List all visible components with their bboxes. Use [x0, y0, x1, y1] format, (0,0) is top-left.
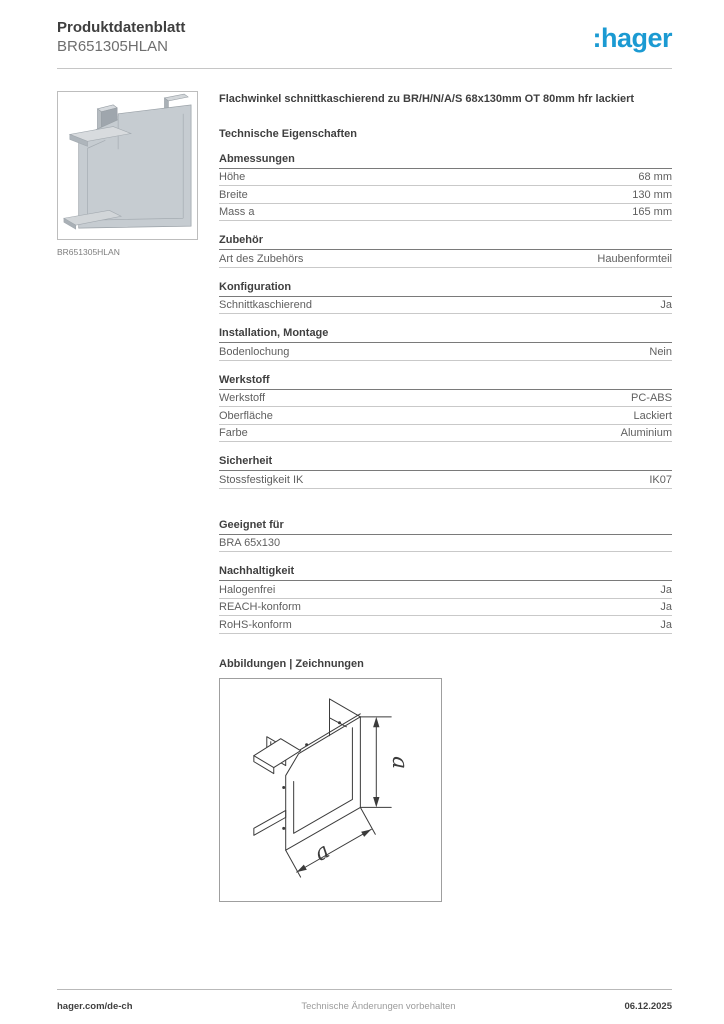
- spec-section: [219, 153, 672, 222]
- product-image-caption: BR651305HLAN: [57, 246, 120, 257]
- spec-section: [219, 519, 672, 553]
- spec-sections: [219, 153, 672, 634]
- header: [0, 0, 724, 57]
- spec-value: Ja: [660, 618, 672, 631]
- spec-row: [219, 186, 672, 204]
- product-image-column: [57, 91, 219, 902]
- spec-label: Breite: [219, 188, 248, 201]
- section-rows: [219, 535, 672, 553]
- spec-value: Ja: [660, 583, 672, 596]
- spec-value: Haubenformteil: [597, 252, 672, 265]
- spec-label: Halogenfrei: [219, 583, 276, 596]
- spec-value: Ja: [660, 601, 672, 613]
- section-heading: Sicherheit: [219, 455, 672, 471]
- technical-drawing-frame: [219, 678, 442, 902]
- section-rows: [219, 250, 672, 268]
- spec-section: [219, 455, 672, 489]
- doc-type-title: Produktdatenblatt: [57, 19, 186, 36]
- spec-row: [219, 616, 672, 634]
- spec-value: 165 mm: [632, 206, 672, 218]
- spec-section: [219, 234, 672, 268]
- footer-disclaimer: Technische Änderungen vorbehalten: [301, 1001, 456, 1012]
- section-rows: [219, 169, 672, 222]
- spec-row: [219, 390, 672, 408]
- spec-row: [219, 599, 672, 617]
- spec-value: Ja: [660, 299, 672, 311]
- spec-label: Werkstoff: [219, 392, 266, 404]
- header-titles: [57, 19, 185, 57]
- tech-properties-heading: Technische Eigenschaften: [219, 127, 357, 140]
- footer-date: 06.12.2025: [624, 1001, 672, 1012]
- spec-label: Farbe: [219, 427, 248, 439]
- spec-label: BRA 65x130: [219, 537, 281, 549]
- footer-website-link[interactable]: hager.com/de-ch: [57, 1001, 133, 1012]
- dimension-label-horizontal: a: [310, 837, 335, 867]
- spec-label: Stossfestigkeit IK: [219, 473, 304, 486]
- product-image-frame: [57, 91, 198, 240]
- section-heading: Konfiguration: [219, 281, 672, 297]
- section-heading: Zubehör: [219, 234, 672, 250]
- section-rows: [219, 297, 672, 315]
- spec-column: [219, 91, 672, 902]
- spec-row: [219, 343, 672, 361]
- spec-row: [219, 169, 672, 187]
- product-title: Flachwinkel schnittkaschierend zu BR/H/N/A/S 68x130mm OT 80mm hfr lackiert: [219, 92, 635, 105]
- section-heading: Installation, Montage: [219, 327, 672, 343]
- section-heading: Nachhaltigkeit: [219, 565, 672, 581]
- spec-row: [219, 297, 672, 315]
- section-heading: Abmessungen: [219, 153, 672, 169]
- spec-value: Nein: [649, 345, 672, 358]
- spec-section: [219, 374, 672, 443]
- spec-row: [219, 250, 672, 268]
- dimension-label-vertical: a: [387, 755, 413, 769]
- spec-label: Bodenlochung: [219, 345, 290, 358]
- spec-label: Oberfläche: [219, 409, 273, 422]
- drawings-heading: Abbildungen | Zeichnungen: [219, 657, 364, 670]
- section-rows: [219, 581, 672, 634]
- spec-section: [219, 327, 672, 361]
- spec-row: [219, 204, 672, 222]
- product-code: BR651305HLAN: [57, 37, 168, 55]
- spec-section: [219, 281, 672, 315]
- main-content: [0, 69, 724, 902]
- section-heading: Geeignet für: [219, 519, 672, 535]
- footer: [57, 989, 672, 1012]
- spec-value: Lackiert: [633, 409, 672, 422]
- spec-value: IK07: [649, 473, 672, 486]
- spec-value: 130 mm: [632, 188, 672, 201]
- spec-value: PC-ABS: [631, 392, 672, 404]
- spec-label: Schnittkaschierend: [219, 299, 312, 311]
- section-rows: [219, 343, 672, 361]
- spec-row: [219, 407, 672, 425]
- spec-row: [219, 581, 672, 599]
- spec-label: REACH-konform: [219, 601, 301, 613]
- spec-label: Art des Zubehörs: [219, 252, 304, 265]
- technical-drawing: [220, 679, 441, 901]
- spec-value: Aluminium: [620, 427, 672, 439]
- spec-row: [219, 535, 672, 553]
- spec-value: 68 mm: [638, 171, 672, 183]
- hager-logo: :hager: [592, 23, 672, 53]
- spec-label: RoHS-konform: [219, 618, 292, 631]
- spec-section: [219, 565, 672, 634]
- section-rows: [219, 471, 672, 489]
- spec-label: Mass a: [219, 206, 255, 218]
- section-rows: [219, 390, 672, 443]
- section-heading: Werkstoff: [219, 374, 672, 390]
- spec-row: [219, 425, 672, 443]
- product-render-image: [58, 92, 197, 239]
- spec-label: Höhe: [219, 171, 246, 183]
- spec-row: [219, 471, 672, 489]
